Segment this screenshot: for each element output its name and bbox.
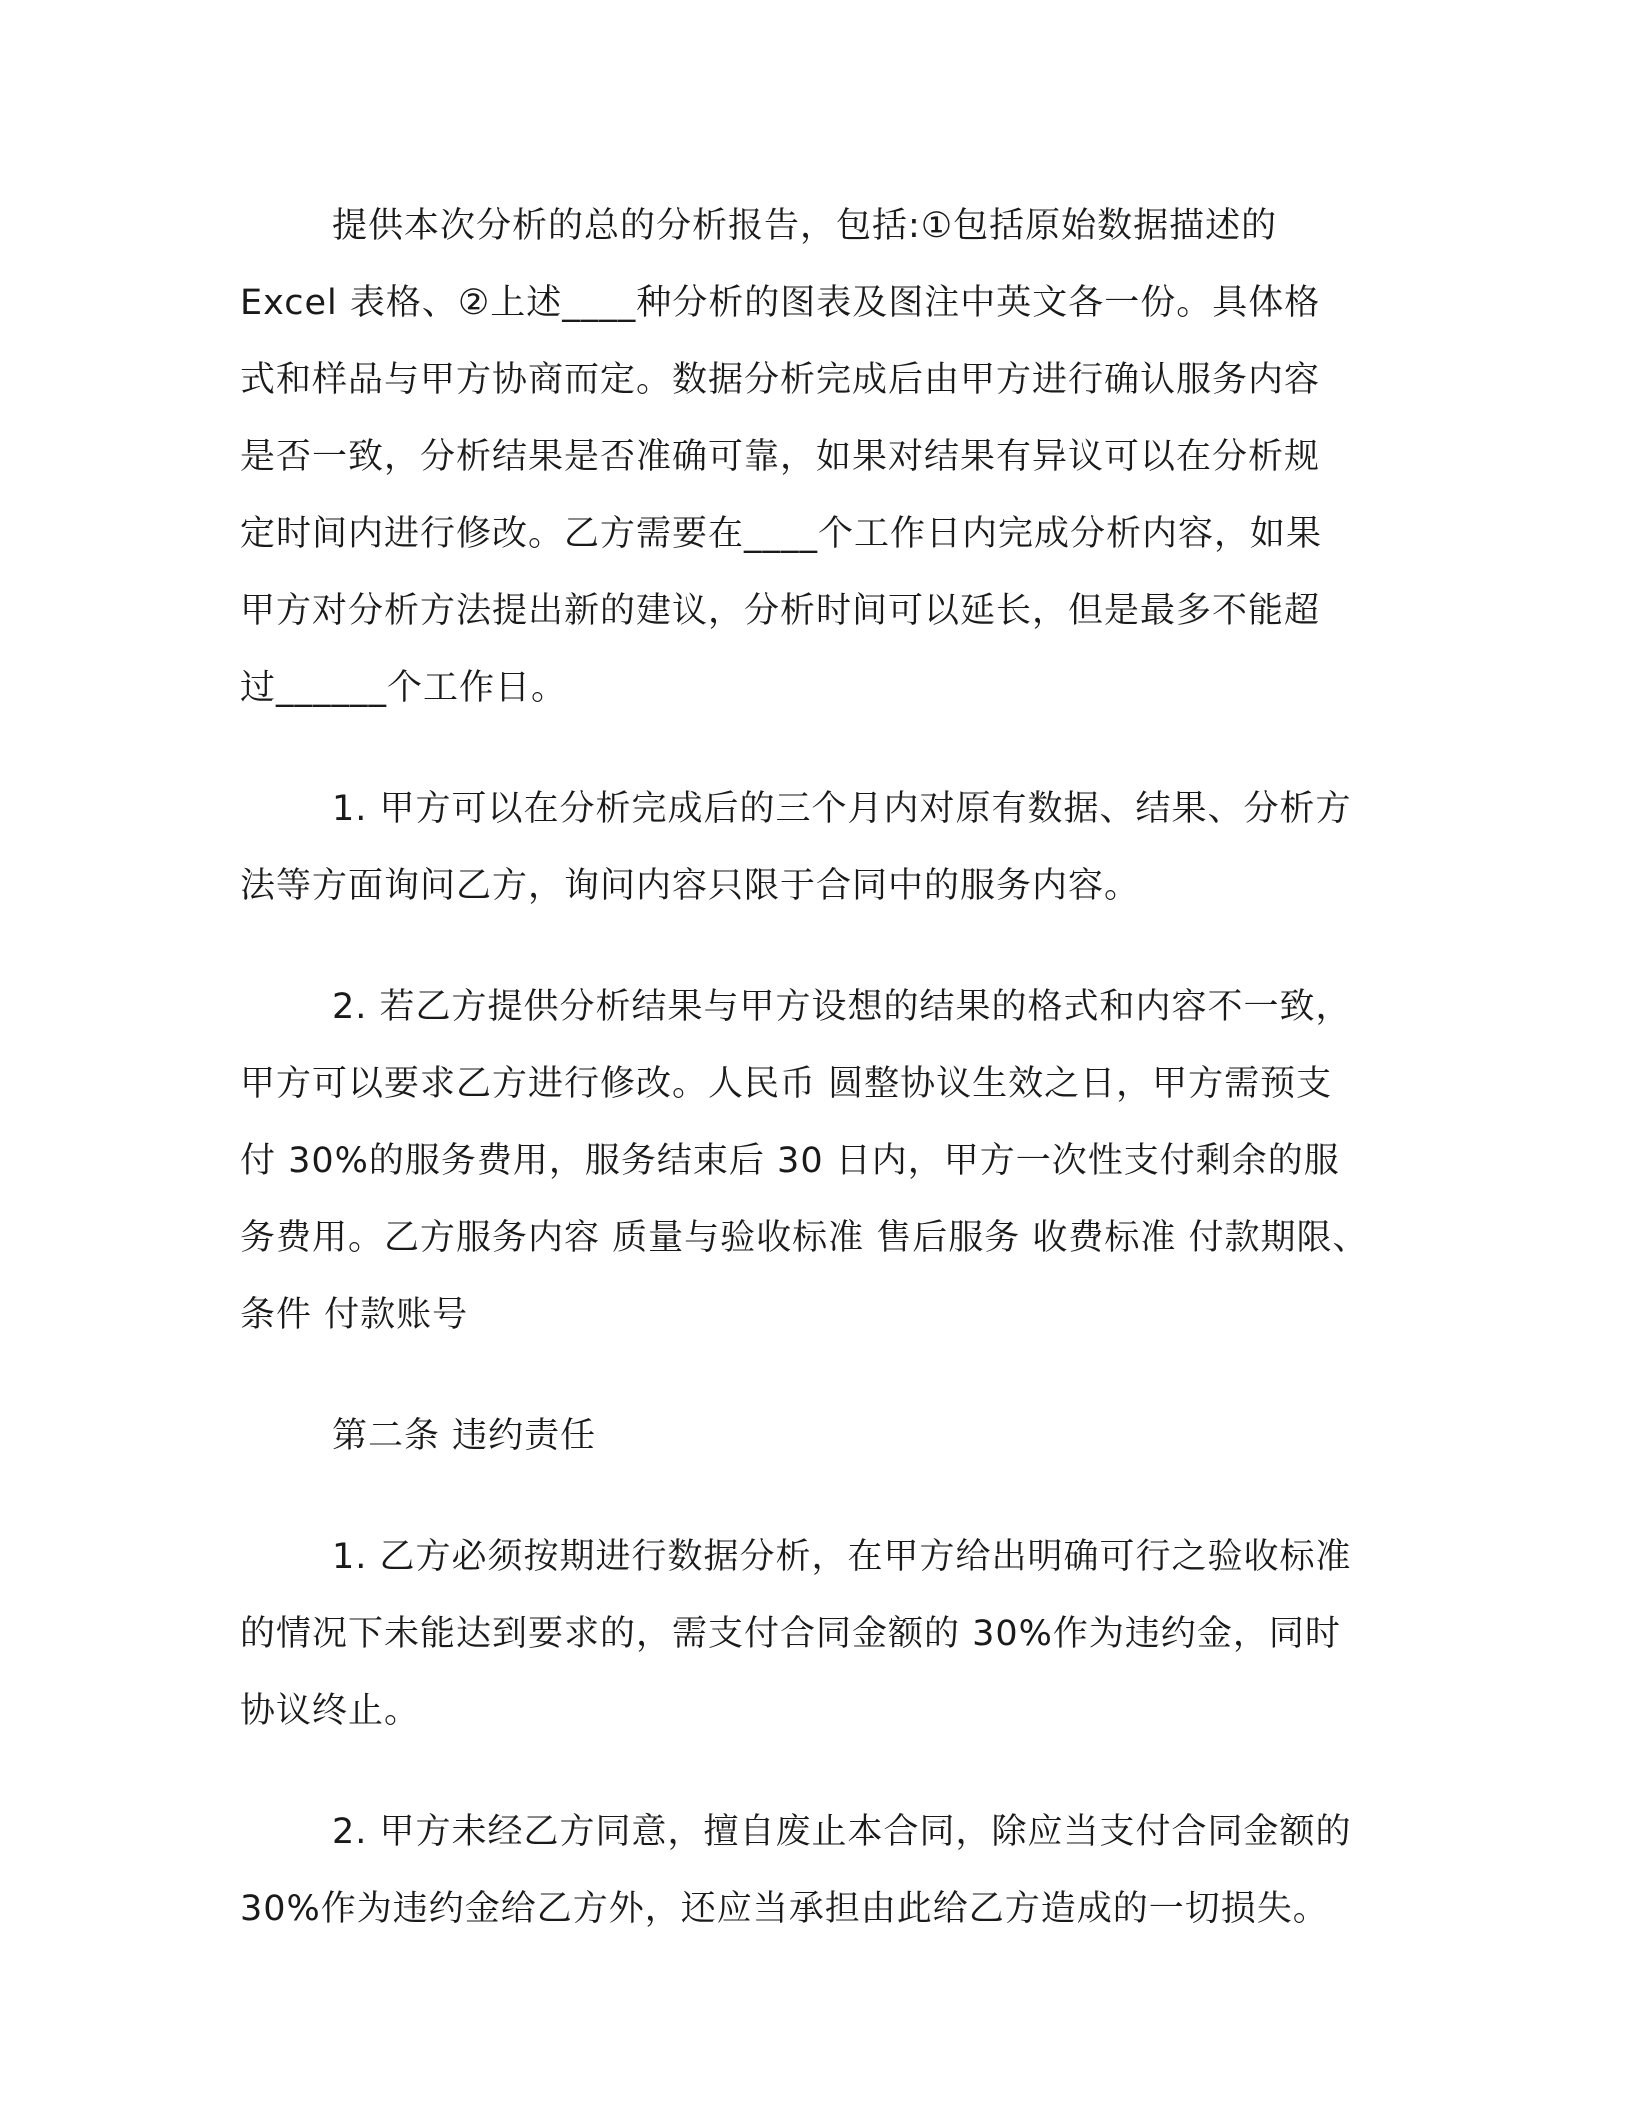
text-line: 法等方面询问乙方，询问内容只限于合同中的服务内容。	[240, 866, 1141, 906]
text-line: 付 30%的服务费用，服务结束后 30 日内，甲方一次性支付剩余的服	[240, 1141, 1340, 1181]
paragraph-liability-2	[240, 1794, 1390, 1948]
text-line: 定时间内进行修改。乙方需要在____个工作日内完成分析内容，如果	[240, 514, 1323, 554]
text-line: 条件 付款账号	[240, 1295, 469, 1335]
paragraph-analysis-report	[240, 188, 1390, 727]
text-line: 2. 若乙方提供分析结果与甲方设想的结果的格式和内容不一致，	[332, 987, 1352, 1027]
section-heading: 第二条 违约责任	[332, 1416, 597, 1456]
text-line: 2. 甲方未经乙方同意，擅自废止本合同，除应当支付合同金额的	[332, 1812, 1352, 1852]
paragraph-clause-2	[240, 969, 1390, 1354]
text-line: 协议终止。	[240, 1691, 421, 1731]
text-line: 务费用。乙方服务内容 质量与验收标准 售后服务 收费标准 付款期限、	[240, 1218, 1369, 1258]
text-line: 1. 甲方可以在分析完成后的三个月内对原有数据、结果、分析方	[332, 789, 1352, 829]
text-line: 过______个工作日。	[240, 668, 568, 708]
text-line: 提供本次分析的总的分析报告，包括:①包括原始数据描述的	[332, 206, 1278, 246]
text-line: Excel 表格、②上述____种分析的图表及图注中英文各一份。具体格	[240, 283, 1321, 323]
document-body	[240, 188, 1390, 1992]
paragraph-liability-1	[240, 1519, 1390, 1750]
text-line: 甲方可以要求乙方进行修改。人民币 圆整协议生效之日，甲方需预支	[240, 1064, 1333, 1104]
text-line: 30%作为违约金给乙方外，还应当承担由此给乙方造成的一切损失。	[240, 1889, 1329, 1929]
text-line: 的情况下未能达到要求的，需支付合同金额的 30%作为违约金，同时	[240, 1614, 1341, 1654]
text-line: 甲方对分析方法提出新的建议，分析时间可以延长，但是最多不能超	[240, 591, 1321, 631]
text-line: 1. 乙方必须按期进行数据分析，在甲方给出明确可行之验收标准	[332, 1537, 1352, 1577]
text-line: 是否一致，分析结果是否准确可靠，如果对结果有异议可以在分析规	[240, 437, 1321, 477]
paragraph-clause-1	[240, 771, 1390, 925]
text-line: 式和样品与甲方协商而定。数据分析完成后由甲方进行确认服务内容	[240, 360, 1321, 400]
